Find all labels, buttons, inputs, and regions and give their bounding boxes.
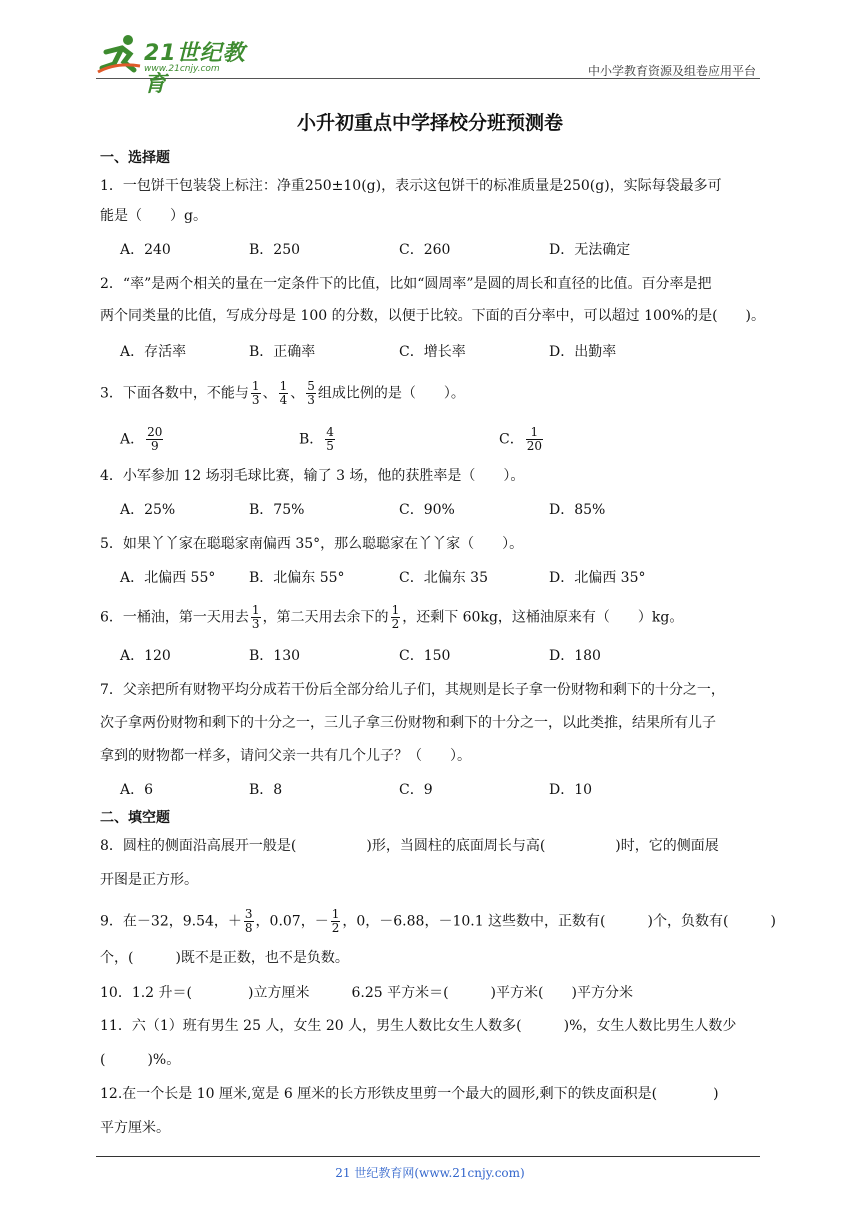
q2-option-c[interactable]: C．增长率 [399,344,466,360]
fraction [526,426,543,453]
section-heading-fill: 二、填空题 [100,810,170,826]
q9-text-c: ，0，－6.88，－10.1 这些数中，正数有( )个，负数有( ) [342,913,776,930]
fraction-numerator: 20 [147,425,163,439]
q3-text-b: 组成比例的是（ ）。 [317,385,465,402]
fraction-denominator: 9 [150,439,159,453]
q10-text-b: 1.2 [131,985,155,1001]
fraction [279,380,289,407]
q6-option-d[interactable]: D．180 [549,648,601,664]
footer-link[interactable]: 21 世纪教育网(www.21cnjy.com) [335,1166,525,1180]
logo-url: www.21cnjy.com [144,64,220,74]
q9-text-a: 9．在－32，9.54，＋ [100,913,242,930]
fraction-denominator: 5 [326,439,334,453]
fraction-denominator: 3 [251,617,260,631]
q6-text-c: ，还剩下 60kg，这桶油原来有（ ）kg。 [402,609,684,626]
q1-text-e: ，实际每袋最多可 [609,178,722,194]
fraction-denominator: 3 [307,393,315,407]
question-8-line2: 开图是正方形。 [100,872,198,888]
fraction-numerator: 1 [526,426,543,440]
q3-option-a[interactable] [120,426,165,453]
q6-option-a[interactable]: A．120 [120,648,171,664]
question-9-line2: 个，( )既不是正数，也不是负数。 [100,950,349,966]
q2-option-a[interactable]: A．存活率 [120,344,187,360]
fraction [251,604,261,631]
question-4: 4．小军参加 12 场羽毛球比赛，输了 3 场，他的获胜率是（ ）。 [100,468,525,484]
q2-option-d[interactable]: D．出勤率 [549,344,617,360]
q1-text-c: ，表示这包饼干的标准质量是 [381,178,564,194]
q5-option-a[interactable]: A．北偏西 55° [120,570,216,586]
q7-option-b[interactable]: B．8 [249,782,283,798]
fraction-numerator: 5 [307,379,315,393]
q10-text-c: 升＝( )立方厘米 [154,985,352,1001]
question-5: 5．如果丫丫家在聪聪家南偏西 35°，那么聪聪家在丫丫家（ ）。 [100,536,524,552]
site-logo [96,32,266,97]
fraction-denominator: 2 [331,921,340,935]
fraction [306,380,316,407]
question-7: 7．父亲把所有财物平均分成若干份后全部分给儿子们，其规则是长子拿一份财物和剩下的十分之一， [100,682,725,698]
question-11-line2: ( )%。 [100,1052,181,1068]
fraction-denominator: 2 [391,617,400,631]
fraction-denominator: 8 [244,921,253,935]
fraction-numerator: 1 [391,603,400,617]
logo-text: 21世纪教育 [144,41,246,97]
footer-divider [96,1156,760,1157]
runner-icon [96,32,142,76]
question-7-line2: 次子拿两份财物和剩下的十分之一，三儿子拿三份财物和剩下的十分之一，以此类推，结果所有儿子 [100,715,716,731]
q1-option-b[interactable]: B．250 [249,242,301,258]
q6-option-c[interactable]: C．150 [399,648,451,664]
option-letter: C． [499,431,524,448]
platform-label: 中小学教育资源及组卷应用平台 [587,64,756,78]
fraction [391,604,401,631]
page-title: 小升初重点中学择校分班预测卷 [296,112,563,134]
q3-sep: 、 [262,385,277,402]
fraction-denominator: 3 [251,393,260,407]
q10-text-a: 10． [100,985,132,1001]
q4-option-d[interactable]: D．85% [549,502,606,518]
q3-text-a: 3．下面各数中，不能与 [100,385,249,402]
q1-option-a[interactable]: A．240 [120,242,171,258]
q7-option-a[interactable]: A．6 [120,782,154,798]
fraction-numerator: 1 [279,379,288,393]
fraction-denominator: 4 [279,393,288,407]
question-10 [100,983,633,1003]
q4-option-c[interactable]: C．90% [399,502,455,518]
option-letter: B． [299,431,324,448]
q1-text-a: 1．一包饼干包装袋上标注：净重 [100,178,305,194]
question-2: 2．“率”是两个相关的量在一定条件下的比值，比如“圆周率”是圆的周长和直径的比值。百分率是把 [100,276,712,292]
fraction-denominator: 20 [526,439,542,453]
q3-option-b[interactable] [299,426,337,453]
q5-option-d[interactable]: D．北偏西 35° [549,570,646,586]
q6-text-b: ，第二天用去余下的 [262,609,389,626]
fraction [251,380,261,407]
q7-option-c[interactable]: C．9 [399,782,433,798]
q1-text-d: 250(g) [563,178,610,194]
option-letter: A． [120,431,145,448]
q5-option-b[interactable]: B．北偏东 55° [249,570,345,586]
question-7-line3: 拿到的财物都一样多，请问父亲一共有几个儿子？（ ）。 [100,748,471,764]
question-2-line2: 两个同类量的比值，写成分母是 100 的分数，以便于比较。下面的百分率中，可以超过 100%的是( )。 [100,308,766,324]
q1-option-d[interactable]: D．无法确定 [549,242,631,258]
fraction-numerator: 3 [244,907,253,921]
fraction [325,426,335,453]
q2-option-b[interactable]: B．正确率 [249,344,316,360]
question-12: 12.在一个长是 10 厘米,宽是 6 厘米的长方形铁皮里剪一个最大的圆形,剩下的铁皮面积是( ) [100,1086,719,1102]
q7-option-d[interactable]: D．10 [549,782,593,798]
fraction-numerator: 1 [251,603,260,617]
q3-option-c[interactable] [499,426,545,453]
fraction [331,908,341,935]
q9-text-b: ，0.07，－ [255,913,329,930]
fraction-numerator: 4 [326,425,334,439]
fraction-numerator: 1 [331,907,340,921]
q4-option-a[interactable]: A．25% [120,502,176,518]
question-1 [100,176,722,196]
question-11: 11．六（1）班有男生 25 人，女生 20 人，男生人数比女生人数多( )%，女生人数比男生人数少 [100,1018,737,1034]
q10-text-d: 6.25 [351,985,383,1001]
question-8: 8．圆柱的侧面沿高展开一般是( )形，当圆柱的底面周长与高( )时，它的侧面展 [100,838,719,854]
q6-text-a: 6．一桶油，第一天用去 [100,609,249,626]
fraction-numerator: 1 [251,379,260,393]
fraction [244,908,254,935]
question-6 [100,604,683,631]
q6-option-b[interactable]: B．130 [249,648,301,664]
q10-text-e: 平方米＝( )平方米( )平方分米 [382,985,633,1001]
fraction [146,426,163,453]
question-3 [100,380,465,407]
page-header [96,28,760,97]
question-1-line2: 能是（ ）g。 [100,208,207,224]
q3-sep: 、 [290,385,305,402]
question-9 [100,908,776,935]
q1-text-b: 250±10(g) [304,178,382,194]
section-heading-choice: 一、选择题 [100,150,170,166]
q1-option-c[interactable]: C．260 [399,242,451,258]
q4-option-b[interactable]: B．75% [249,502,305,518]
question-12-line2: 平方厘米。 [100,1120,170,1136]
q5-option-c[interactable]: C．北偏东 35 [399,570,488,586]
